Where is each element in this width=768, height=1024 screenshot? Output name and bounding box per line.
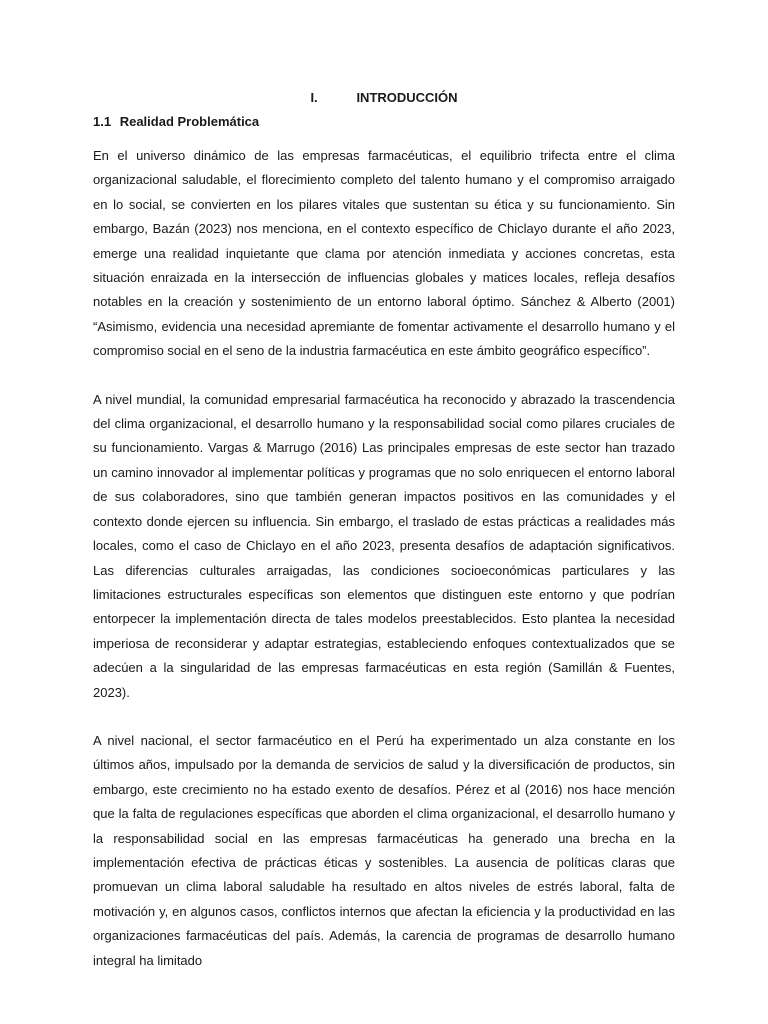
chapter-title: INTRODUCCIÓN xyxy=(356,90,458,105)
chapter-heading xyxy=(93,88,675,108)
paragraph-3: A nivel nacional, el sector farmacéutico en el Perú ha experimentado un alza constante en los últimos años, impulsado por la demanda de servicios de salud y la diversificación de productos, sin embargo, este crecimiento no ha estado exento de desafíos. Pérez et al (2016) nos hace mención que la falta de regulaciones específicas que aborden el clima organizacional, el desarrollo humano y la responsabilidad social en las empresas farmacéuticas ha generado una brecha en la implementación efectiva de prácticas éticas y sostenibles. La ausencia de políticas claras que promuevan un clima laboral saludable ha resultado en altos niveles de estrés laboral, falta de motivación y, en algunos casos, conflictos internos que afectan la eficiencia y la productividad en las organizaciones farmacéuticas del país. Además, la carencia de programas de desarrollo humano integral ha limitado xyxy=(93,732,675,968)
paragraph-2: A nivel mundial, la comunidad empresarial farmacéutica ha reconocido y abrazado la trascendencia del clima organizacional, el desarrollo humano y la responsabilidad social como pilares cruciales de su funcionamiento. Vargas & Marrugo (2016) Las principales empresas de este sector han trazado un camino innovador al implementar políticas y programas que no solo enriquecen el entorno laboral de sus colaboradores, sino que también generan impactos positivos en las comunidades y el contexto donde ejercen su influencia. Sin embargo, el traslado de estas prácticas a realidades más locales, como el caso de Chiclayo en el año 2023, presenta desafíos de adaptación significativos. Las diferencias culturales arraigadas, las condiciones socioeconómicas particulares y las limitaciones estructurales específicas son elementos que distinguen este entorno y que podrían entorpecer la implementación directa de tales modelos preestablecidos. Esto plantea la necesidad imperiosa de reconsiderar y adaptar estrategias, estableciendo enfoques contextualizados que se adecúen a la singularidad de las empresas farmacéuticas en esta región (Samillán & Fuentes, 2023). xyxy=(93,391,675,700)
paragraph-1: En el universo dinámico de las empresas farmacéuticas, el equilibrio trifecta entre el clima organizacional saludable, el florecimiento completo del talento humano y el compromiso arraigado en lo social, se convierten en los pilares vitales que sustentan su ética y su funcionamiento. Sin embargo, Bazán (2023) nos menciona, en el contexto específico de Chiclayo durante el año 2023, emerge una realidad inquietante que clama por atención inmediata y acciones concretas, esta situación enraizada en la intersección de influencias globales y matices locales, refleja desafíos notables en la creación y sostenimiento de un entorno laboral óptimo. Sánchez & Alberto (2001) “Asimismo, evidencia una necesidad apremiante de fomentar activamente el desarrollo humano y el compromiso social en el seno de la industria farmacéutica en este ámbito geográfico específico”. xyxy=(93,148,675,359)
section-title: Realidad Problemática xyxy=(119,114,260,129)
chapter-number: I. xyxy=(310,90,318,105)
page-content xyxy=(93,88,675,973)
section-number: 1.1 xyxy=(93,114,112,129)
section-heading xyxy=(93,112,675,132)
